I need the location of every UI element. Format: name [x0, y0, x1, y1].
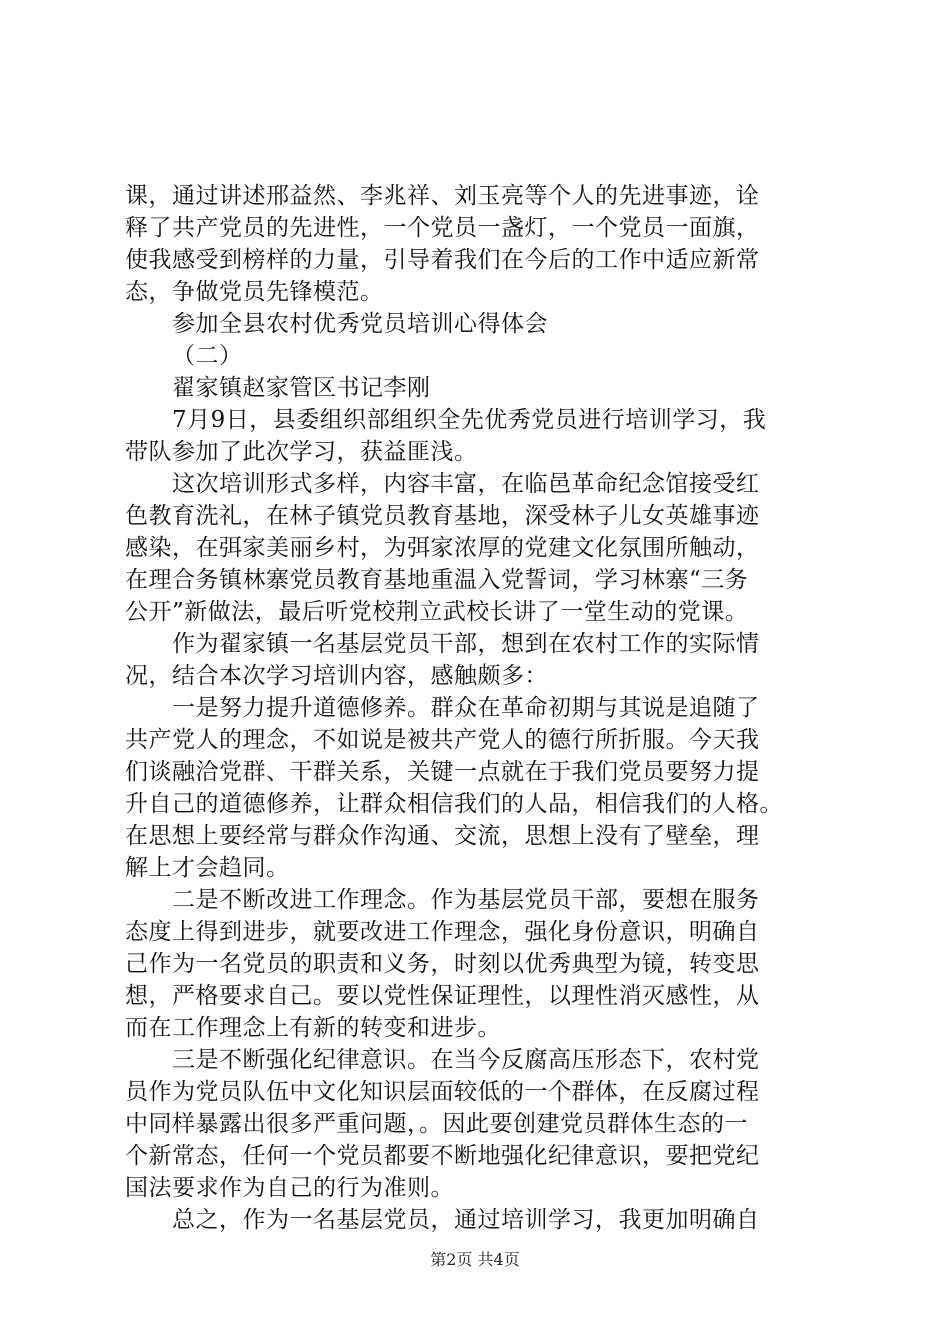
text-line: 作为翟家镇一名基层党员干部，想到在农村工作的实际情 [172, 631, 760, 657]
text-line: 升自己的道德修养，让群众相信我们的人品，相信我们的人格。 [125, 791, 783, 817]
text-line: 态，争做党员先锋模范。 [125, 279, 384, 305]
text-line: 公开”新做法，最后听党校荆立武校长讲了一堂生动的党课。 [125, 599, 749, 625]
text-line: 个新常态，任何一个党员都要不断地强化纪律意识，要把党纪 [125, 1143, 760, 1169]
text-line: 而在工作理念上有新的转变和进步。 [125, 1015, 501, 1041]
text-line: 7月9日，县委组织部组织全先优秀党员进行培训学习，我 [172, 407, 767, 433]
text-line: 共产党人的理念，不如说是被共产党人的德行所折服。今天我 [125, 727, 760, 753]
text-line: 想，严格要求自己。要以党性保证理性，以理性消灭感性，从 [125, 983, 760, 1009]
text-line: 一是努力提升道德修养。群众在革命初期与其说是追随了 [172, 695, 760, 721]
text-line: 感染，在弭家美丽乡村，为弭家浓厚的党建文化氛围所触动， [125, 535, 760, 561]
page-number-footer: 第2页 共4页 [430, 1250, 520, 1269]
text-line: 释了共产党员的先进性，一个党员一盏灯，一个党员一面旗， [125, 215, 760, 241]
text-line: 况，结合本次学习培训内容，感触颇多： [125, 663, 548, 689]
text-line: 三是不断强化纪律意识。在当今反腐高压形态下，农村党 [172, 1047, 760, 1073]
text-line: 员作为党员队伍中文化知识层面较低的一个群体，在反腐过程 [125, 1079, 760, 1105]
text-line: 们谈融洽党群、干群关系，关键一点就在于我们党员要努力提 [125, 759, 760, 785]
text-line: 国法要求作为自己的行为准则。 [125, 1175, 454, 1201]
text-line: 中同样暴露出很多严重问题，。因此要创建党员群体生态的一 [125, 1111, 748, 1137]
text-line: 在理合务镇林寨党员教育基地重温入党誓词，学习林寨“三务 [125, 567, 749, 593]
text-line: 带队参加了此次学习，获益匪浅。 [125, 439, 478, 465]
text-line: 在思想上要经常与群众作沟通、交流，思想上没有了壁垒，理 [125, 823, 760, 849]
text-line: 这次培训形式多样，内容丰富，在临邑革命纪念馆接受红 [172, 471, 760, 497]
text-line: 态度上得到进步，就要改进工作理念，强化身份意识，明确自 [125, 919, 760, 945]
text-line: 总之，作为一名基层党员，通过培训学习，我更加明确自 [172, 1207, 760, 1233]
text-line: 课，通过讲述邢益然、李兆祥、刘玉亮等个人的先进事迹，诠 [125, 183, 760, 209]
text-line: 使我感受到榜样的力量，引导着我们在今后的工作中适应新常 [125, 247, 760, 273]
text-line: 色教育洗礼，在林子镇党员教育基地，深受林子儿女英雄事迹 [125, 503, 760, 529]
author-line: 翟家镇赵家管区书记李刚 [172, 375, 431, 401]
article-subtitle: （二） [172, 343, 243, 369]
article-title: 参加全县农村优秀党员培训心得体会 [172, 311, 548, 337]
text-line: 解上才会趋同。 [125, 855, 290, 881]
text-line: 己作为一名党员的职责和义务，时刻以优秀典型为镜，转变思 [125, 951, 760, 977]
text-line: 二是不断改进工作理念。作为基层党员干部，要想在服务 [172, 887, 760, 913]
